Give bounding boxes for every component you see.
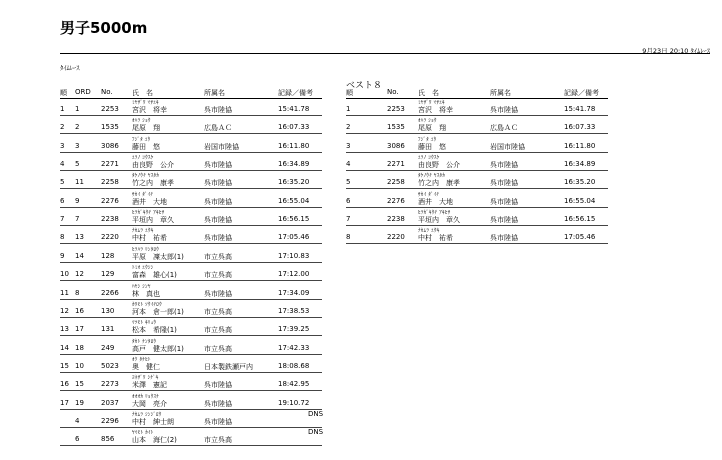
best8-table-header [346,88,608,99]
cell-name: 中村 紳士朗 [132,417,174,426]
cell-no: 131 [101,325,115,334]
cell-no: 2258 [387,178,405,187]
cell-name: 奥 健仁 [132,362,160,371]
cell-record: 17:34.09 [278,288,310,297]
cell-team: 呉市陸協 [204,289,232,298]
cell-ord: 2 [75,123,80,132]
cell-name: 平垣内 章久 [418,216,460,225]
cell-team: 日本製鉄瀬戸内 [204,362,253,371]
cell-name: 中村 祐希 [132,234,167,243]
cell-ord: 10 [75,361,84,370]
table-row [60,264,322,281]
cell-kana: ﾄﾐｵ ﾕｳｼﾝ [132,265,154,272]
cell-name: 藤田 悠 [418,142,446,151]
table-row [346,191,608,208]
cell-record: 17:05.46 [564,233,596,242]
cell-rank: 1 [346,105,351,113]
cell-kana: ｵｸ ﾀｹﾋﾄ [132,356,151,363]
cell-rank: 11 [60,288,69,297]
cell-ord: 11 [75,178,84,187]
cell-rank: 5 [60,178,65,187]
table-row [60,136,322,153]
table-row [60,319,322,336]
cell-team: 呉市陸協 [204,197,232,206]
cell-kana: ﾅｶﾑﾗ ｼﾝｼﾞﾛｳ [132,411,162,418]
table-row [60,191,322,208]
table-row [60,117,322,134]
table-row [60,374,322,391]
header-team: 所属名 [490,89,511,97]
cell-ord: 9 [75,196,80,205]
cell-record: 16:55.04 [564,196,596,205]
cell-kana: ﾕﾗﾉ ｺｳｽｹ [418,155,440,162]
cell-rank: 3 [346,141,351,150]
cell-record: 16:34.89 [278,160,310,169]
cell-no: 2258 [101,178,119,187]
cell-team: 市立呉高 [204,307,232,316]
cell-ord: 6 [75,435,80,444]
cell-kana: ﾀｶﾄ ｹﾝﾀﾛｳ [132,338,157,345]
cell-team: 呉市陸協 [204,106,232,114]
cell-record: 16:11.80 [564,141,596,150]
cell-team: 広島ＡＣ [490,124,518,133]
table-row [60,172,322,189]
cell-name: 宮沢 将幸 [418,106,453,114]
cell-rank: 17 [60,398,69,407]
cell-name: 松本 希隆(1) [132,326,177,335]
cell-rank: 10 [60,270,69,279]
cell-kana: ﾐﾔｻﾞﾜ ﾏｻﾕｷ [418,100,445,106]
table-row [60,411,322,428]
cell-no: 2276 [387,196,405,205]
best8-table [346,88,608,243]
table-row [346,117,608,134]
cell-team: 呉市陸協 [204,399,232,408]
table-row [346,136,608,153]
cell-team: 岩国市陸協 [490,142,525,151]
cell-no: 2253 [101,105,119,113]
cell-name: 酒井 大地 [418,197,453,206]
cell-no: 5023 [101,361,119,370]
cell-no: 2271 [387,160,405,169]
table-row [346,99,608,116]
cell-kana: ﾖﾈｻﾞﾜ ｼｹﾞｷ [132,375,159,382]
cell-rank: 4 [346,160,351,169]
cell-team: 呉市陸協 [204,417,232,426]
table-row [60,301,322,318]
cell-no: 2037 [101,398,119,407]
page-title: 男子5000m [60,19,148,37]
header-no: No. [101,88,113,96]
cell-no: 249 [101,343,115,352]
cell-rank: 16 [60,380,69,389]
cell-status: DNS [308,409,324,418]
cell-record: 16:11.80 [278,141,310,150]
title-divider [60,53,710,54]
cell-rank: 14 [60,343,69,352]
cell-team: 呉市陸協 [204,161,232,170]
cell-ord: 5 [75,160,80,169]
cell-name: 平垣内 章久 [132,216,174,225]
cell-no: 3086 [387,141,405,150]
cell-rank: 8 [60,233,65,242]
cell-ord: 4 [75,416,80,425]
table-row [60,356,322,373]
table-row [60,99,322,116]
cell-kana: ﾏﾂﾓﾄ ｷﾘｭｳ [132,320,157,327]
cell-ord: 16 [75,306,84,315]
cell-record: 17:39.25 [278,325,310,334]
cell-name: 平原 凜太郎(1) [132,252,184,261]
cell-ord: 18 [75,343,84,352]
cell-kana: ｵﾊﾗ ｼｮｳ [132,118,151,125]
cell-team: 市立呉高 [204,271,232,280]
cell-ord: 12 [75,270,84,279]
cell-no: 1535 [387,123,405,132]
header-ord: ORD [75,88,91,96]
section-label: ﾀｲﾑﾚｰｽ [60,64,80,72]
cell-record: 16:35.20 [278,178,310,187]
cell-name: 中村 祐希 [418,234,453,243]
cell-name: 竹之内 康孝 [418,179,460,188]
cell-kana: ﾐﾔｻﾞﾜ ﾏｻﾕｷ [132,100,159,106]
cell-record: 17:42.33 [278,343,310,352]
cell-no: 129 [101,270,115,279]
cell-kana: ｻｶｲ ﾀﾞｲﾁ [418,191,440,198]
cell-name: 由良野 公介 [418,161,460,170]
cell-no: 2253 [387,105,405,113]
cell-name: 山本 海仁(2) [132,436,177,445]
cell-record: 19:10.72 [278,398,310,407]
cell-no: 2273 [101,380,119,389]
cell-ord: 15 [75,380,84,389]
table-row [60,429,322,446]
table-row [346,154,608,171]
cell-ord: 19 [75,398,84,407]
cell-name: 米澤 憲記 [132,381,167,390]
cell-no: 2276 [101,196,119,205]
cell-record: 16:56.15 [278,215,310,224]
cell-team: 呉市陸協 [490,197,518,206]
cell-rank: 1 [60,105,65,113]
cell-team: 呉市陸協 [490,234,518,243]
cell-no: 2266 [101,288,119,297]
cell-rank: 2 [60,123,65,132]
cell-team: 市立呉高 [204,344,232,353]
cell-record: 17:12.00 [278,270,310,279]
cell-kana: ﾊﾔｼ ｼﾝﾔ [132,283,151,290]
cell-team: 呉市陸協 [490,161,518,170]
cell-kana: ﾋﾗﾊﾗ ﾘﾝﾀﾛｳ [132,246,160,253]
cell-team: 呉市陸協 [204,179,232,188]
cell-team: 市立呉高 [204,436,232,445]
cell-rank: 7 [346,215,351,224]
cell-team: 広島ＡＣ [204,124,232,133]
cell-record: 17:38.53 [278,306,310,315]
cell-team: 呉市陸協 [204,216,232,225]
cell-no: 3086 [101,141,119,150]
cell-no: 1535 [101,123,119,132]
cell-team: 呉市陸協 [204,234,232,243]
cell-no: 856 [101,435,115,444]
cell-rank: 13 [60,325,69,334]
cell-kana: ﾅｶﾑﾗ ﾕｳｷ [132,228,154,235]
cell-ord: 17 [75,325,84,334]
cell-no: 2296 [101,416,119,425]
cell-rank: 3 [60,141,65,150]
cell-ord: 3 [75,141,80,150]
cell-record: 15:41.78 [564,105,596,113]
cell-kana: ﾅｶﾑﾗ ﾕｳｷ [418,228,440,235]
table-row [346,227,608,244]
cell-name: 高戸 健太郎(1) [132,344,184,353]
cell-team: 呉市陸協 [204,381,232,390]
cell-rank: 2 [346,123,351,132]
cell-record: 15:41.78 [278,105,310,113]
cell-kana: ｶﾜﾓﾄ ｿｳｲﾁﾛｳ [132,301,162,308]
cell-record: 17:05.46 [278,233,310,242]
table-row [60,154,322,171]
table-row [60,338,322,355]
header-no: No. [387,88,399,96]
cell-no: 130 [101,306,115,315]
cell-name: 藤田 悠 [132,142,160,151]
cell-no: 2271 [101,160,119,169]
cell-kana: ｻｶｲ ﾀﾞｲﾁ [132,191,154,198]
meet-info: 9月23日 20:10 ﾀｲﾑﾚｰｽ [642,47,710,55]
cell-kana: ﾌｼﾞﾀ ﾕｳ [132,136,151,143]
results-table [60,88,322,450]
cell-kana: ｵﾊﾗ ｼｮｳ [418,118,437,125]
cell-status: DNS [308,428,324,437]
cell-kana: ﾋﾗｶﾞｷｳﾁ ｱｷﾋｻ [132,210,165,217]
results-table-header [60,88,322,99]
cell-name: 竹之内 康孝 [132,179,174,188]
cell-name: 大岡 亮介 [132,399,167,408]
cell-name: 宮沢 将幸 [132,106,167,114]
table-row [60,209,322,226]
cell-record: 16:07.33 [564,123,596,132]
cell-team: 市立呉高 [204,326,232,335]
cell-rank: 7 [60,215,65,224]
cell-name: 由良野 公介 [132,161,174,170]
table-row [60,283,322,300]
cell-no: 2238 [101,215,119,224]
cell-record: 16:55.04 [278,196,310,205]
cell-rank: 15 [60,361,69,370]
cell-kana: ﾕﾗﾉ ｺｳｽｹ [132,155,154,162]
cell-name: 河本 倉一郎(1) [132,307,184,316]
cell-no: 128 [101,251,115,260]
header-record: 記録／備考 [564,89,599,97]
cell-no: 2220 [387,233,405,242]
cell-name: 酒井 大地 [132,197,167,206]
cell-kana: ﾀｹﾉｳﾁ ﾔｽﾀｶ [418,173,446,180]
cell-rank: 6 [346,196,351,205]
cell-no: 2220 [101,233,119,242]
cell-name: 尾原 翔 [132,124,160,133]
cell-kana: ﾋﾗｶﾞｷｳﾁ ｱｷﾋｻ [418,210,451,217]
cell-kana: ﾀｹﾉｳﾁ ﾔｽﾀｶ [132,173,160,180]
cell-record: 16:07.33 [278,123,310,132]
cell-rank: 4 [60,160,65,169]
cell-ord: 13 [75,233,84,242]
cell-record: 16:34.89 [564,160,596,169]
cell-kana: ｵｵｵｶ ﾘｮｳｽｹ [132,393,160,400]
header-rank: 順 [60,89,67,97]
cell-team: 呉市陸協 [490,216,518,225]
cell-record: 16:35.20 [564,178,596,187]
cell-name: 富森 雄心(1) [132,271,177,280]
header-rank: 順 [346,89,353,97]
cell-team: 呉市陸協 [490,106,518,114]
table-row [60,393,322,410]
cell-ord: 1 [75,105,80,113]
cell-kana: ﾔﾏﾓﾄ ｶｲﾄ [132,430,154,437]
table-row [60,246,322,263]
header-record: 記録／備考 [278,89,313,97]
cell-rank: 5 [346,178,351,187]
cell-no: 2238 [387,215,405,224]
cell-record: 17:10.83 [278,251,310,260]
cell-team: 市立呉高 [204,252,232,261]
cell-record: 16:56.15 [564,215,596,224]
cell-team: 岩国市陸協 [204,142,239,151]
cell-ord: 7 [75,215,80,224]
cell-ord: 14 [75,251,84,260]
table-row [346,209,608,226]
cell-record: 18:42.95 [278,380,310,389]
cell-record: 18:08.68 [278,361,310,370]
cell-kana: ﾌｼﾞﾀ ﾕｳ [418,136,437,143]
cell-name: 林 真也 [132,289,160,298]
header-name: 氏 名 [132,89,153,97]
table-row [346,172,608,189]
cell-rank: 6 [60,196,65,205]
cell-team: 呉市陸協 [490,179,518,188]
cell-ord: 8 [75,288,80,297]
cell-rank: 9 [60,251,65,260]
best8-label: ベスト８ [346,81,383,91]
cell-name: 尾原 翔 [418,124,446,133]
cell-rank: 8 [346,233,351,242]
cell-rank: 12 [60,306,69,315]
header-team: 所属名 [204,89,225,97]
table-row [60,227,322,244]
header-name: 氏 名 [418,89,439,97]
